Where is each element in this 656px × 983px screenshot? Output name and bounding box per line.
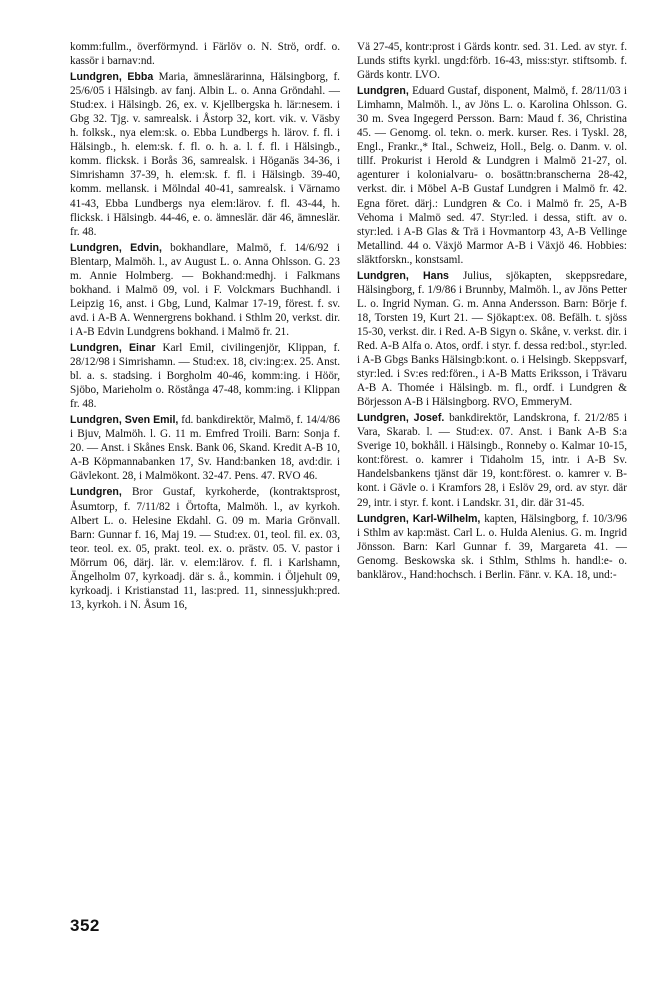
entry-text: Bror Gustaf, kyrkoherde, (kontraktsprost, Åsumtorp, f. 7/11/82 i Örtofta, Malmöh. l., av kyrkoh. Albert L. o. Helesine Ekdahl. G. 09 m. Maria Grönvall. Barn: Gunnar f. 16, Maj 19. — Stud:ex. 01, teol. fil. ex. 03, teor. teol. ex. 05, prakt. teol. ex. o. prästv. 05. V. pastor i Mörrum 06, därj. lär. v. elem:lärov. f. fl. i Karlshamn, Ängelholm 07, kyrkoadj. där s. å., kommin. i Öljehult 09, kyrkoadj. i Kristianstad 11, las:pred. 11, sinnessjukh:pred. 13, kyrkoh. i N. Åsum 16, — [70, 486, 340, 611]
right-column — [357, 40, 627, 584]
entry-einar — [70, 341, 340, 411]
entry-name: Lundgren, — [357, 85, 409, 98]
entry-ebba — [70, 70, 340, 239]
entry-text: bankdirektör, Landskrona, f. 21/2/85 i Vara, Skarab. l. — Stud:ex. 07. Anst. i Bank A-B S:a Sverige 10, bokhåll. i Hälsingb., Ronneby o. Kalmar 10-15, kont:förest. o. kamrer i Tidaholm 15, intr. i A-B Sv. Handelsbankens tjänst där 19, kont:förest. o. kamrer v. B-kont. i Gävle o. i Kramfors 28, i Eslöv 29, ord. av styr. där 29, intr. i styr. f. kont. i Landskr. 31, dir. där 31-45. — [357, 412, 627, 509]
entry-text: Karl Emil, civilingenjör, Klippan, f. 28/12/98 i Simrishamn. — Stud:ex. 18, civ:ing:ex. 25. Anst. bl. a. s. stadsing. i Borgholm 40-46, komm:ing. i Höör, Sjöbo, Marieholm o. Röstånga 47-48, komm:ing. i Klippan fr. 48. — [70, 341, 340, 411]
entry-name: Lundgren, Josef. — [357, 412, 445, 425]
entry-name: Lundgren, — [70, 486, 122, 499]
entry-bror-gustaf — [70, 485, 340, 611]
entry-text: kapten, Hälsingborg, f. 10/3/96 i Sthlm av kap:mäst. Carl L. o. Hulda Alenius. G. m. Ingrid Jönsson. Barn: Karl Gunnar f. 39, Margareta 41. — Genomg. Beskowska sk. i Sthlm, Sthlms h. handl:e- o. banklärov., Hand:hochsch. i Berlin. Fänr. v. KA. 18, und:- — [357, 512, 627, 581]
entry-text: Eduard Gustaf, disponent, Malmö, f. 28/11/03 i Limhamn, Malmöh. l., av Jöns L. o. Karolina Ohlsson. G. 30 m. Svea Ingegerd Persson. Barn: Maud f. 36, Christina 45. — Genomg. ol. tekn. o. merk. kurser. Res. i Tyskl. 28, Engl., Frankr.,* Ital., Schweiz, Holl., Belg. o. Danm. v. ol. tillf. Prokurist i Herold & Lundgren i Malmö 21-27, ol. agenturer i kolonialvaru- o. bosättn:branscherna 28-42, verkst. dir. i Möbel A-B Gustaf Lundgren i Malmö fr. 42. Egna föret. därj.: Lundgren & Co. i Malmö fr. 25, A-B Vehoma i Malmö sed. 47. Styr:led. i dessa, stift. av o. styr:led. i A-B Glas & Trä i Hovmantorp 43, A-B Vellinge Metallind. 44 o. Växjö Marmor A-B i Växjö 46. Hobbies: släktforskn., konstsaml. — [357, 85, 627, 266]
entry-name: Lundgren, Hans — [357, 269, 449, 282]
entry-text: Julius, sjökapten, skeppsredare, Hälsingborg, f. 1/9/86 i Brunnby, Malmöh. l., av Jöns Petter L. o. Ingrid Nyman. G. m. Anna Andersson. Barn: Börje f. 18, Torsten 19, Kurt 21. — Sjökapt:ex. 08. Befälh. t. sjöss 15-30, verkst. dir. i Red. A-B Sigyn o. Skåne, v. verkst. dir. i Red. A-B Alfa o. Atos, ordf. i styr. f. dessa red:bol., styr:led. i A-B Gbgs Banks Hälsingb:kont. o. i Helsingb. Skeppsvarf, styr:led. i Sv:es red:fören., i A-B Matts Eriksson, i Trävaru A-B A. Thomée i Hälsingb. m. fl., ordf. i Lundgren & Börjesson A-B i Hälsingborg. RVO, EmmeryM. — [357, 269, 627, 409]
entry-eduard-gustaf — [357, 84, 627, 267]
entry-name: Lundgren, Ebba — [70, 71, 154, 84]
entry-edvin — [70, 241, 340, 339]
entry-text: Vä 27-45, kontr:prost i Gärds kontr. sed. 31. Led. av styr. f. Lunds stifts kyrkl. ungd:förb. 16-43, miss:styr. stiftsomb. f. Gärds kontr. LVO. — [357, 41, 627, 82]
entry-name: Lundgren, Sven Emil, — [70, 414, 179, 427]
entry-name: Lundgren, Karl-Wilhelm, — [357, 512, 481, 525]
page-number: 352 — [70, 916, 100, 935]
entry-text: Maria, ämneslärarinna, Hälsingborg, f. 25/6/05 i Hälsingb. av fanj. Albin L. o. Anna Gröndahl. — Stud:ex. i Hälsingb. 26, ex. v. Kjellbergska h. lär:nesem. i Gbg 32. Tjg. v. samrealsk. i Åstorp 32, kort. vik. v. Väsby h. folksk., nya elem:sk. o. Ebba Lundbergs h. lärov. f. fl. i Hälsingb., h. elem:sk. f. fl. o. h. a. l. f. fl. i Hälsingb., komm. flicksk. i Borås 36, samrealsk. i Höganäs 34-36, i Simrishamn 37-39, h. elem:sk. f. fl. i Hälsingb. 39-40, komm. mellansk. i Mölndal 40-41, samrealsk. i Värnamo 41-43, Ebba Lundbergs nya elem:lärov. f. fl. 43-44, h. flicksk. i Hälsingb. 44-46, e. o. ämneslär. där 46, ämneslär. fr. 48. — [70, 71, 340, 238]
left-column — [70, 40, 340, 614]
entry-continuation — [70, 40, 340, 68]
entry-name: Lundgren, Edvin, — [70, 241, 162, 254]
entry-name: Lundgren, Einar — [70, 341, 156, 354]
entry-text: fd. bankdirektör, Malmö, f. 14/4/86 i Bjuv, Malmöh. l. G. 11 m. Emfred Troili. Barn: Sonja f. 20. — Anst. i Skånes Ensk. Bank 06, Skand. Kredit A-B 10, A-B Köpmannabanken 17, Sv. Hand:banken 18, avd:dir. i Gävlekont. 28, i Malmökont. 32-47. Pens. 47. RVO 46. — [70, 414, 341, 483]
entry-continuation — [357, 40, 627, 82]
entry-hans — [357, 269, 627, 409]
entry-josef — [357, 411, 627, 509]
entry-karl-wilhelm — [357, 512, 627, 582]
entry-text: komm:fullm., överförmynd. i Färlöv o. N. Strö, ordf. o. kassör i barnav:nd. — [70, 41, 340, 68]
entry-text: bokhandlare, Malmö, f. 14/6/92 i Blentarp, Malmöh. l., av August L. o. Anna Ohlsson. G. 23 m. Annie Holmberg. — Bokhand:medhj. i Falkmans bokhand. i Malmö 09, vol. i F. Volckmars Buchhandl. i Leipzig 16, anst. i Gbg, Lund, Kalmar 17-19, förest. f. sv. avd. i A-B A. Wennergrens bokhand. i Sthlm 20, verkst. dir. i A-B Edvin Lundgrens bokhand. i Malmö fr. 21. — [70, 241, 340, 338]
entry-sven-emil — [70, 413, 340, 483]
